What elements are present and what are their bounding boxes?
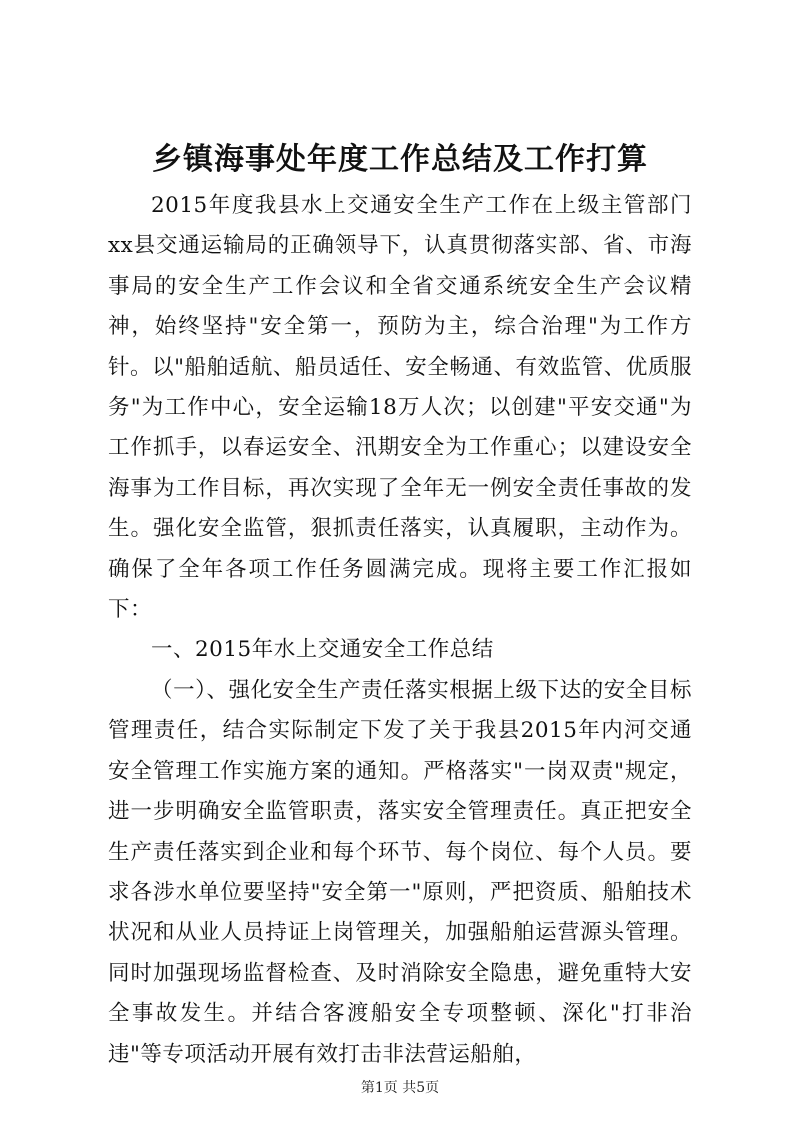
page-footer: 第1页 共5页 xyxy=(360,1080,440,1096)
paragraph-responsibility: （一）、强化安全生产责任落实根据上级下达的安全目标管理责任，结合实际制定下发了关于我县2015年内河交通安全管理工作实施方案的通知。严格落实"一岗双责"规定，进一步明确安全监管职责，落实安全管理责任。真正把安全生产责任落实到企业和每个环节、每个岗位、每个人员。要求各涉水单位要坚持"安全第一"原则，严把资质、船舶技术状况和从业人员持证上岗管理关，加强船舶运营源头管理。同时加强现场监督检查、及时消除安全隐患，避免重特大安全事故发生。并结合客渡船安全专项整顿、深化"打非治违"等专项活动开展有效打击非法营运船舶， xyxy=(108,677,692,1067)
paragraph-intro: 2015年度我县水上交通安全生产工作在上级主管部门xx县交通运输局的正确领导下，认真贯彻落实部、省、市海事局的安全生产工作会议和全省交通系统安全生产会议精神，始终坚持"安全第一，预防为主，综合治理"为工作方针。以"船舶适航、船员适任、安全畅通、有效监管、优质服务"为工作中心，安全运输18万人次；以创建"平安交通"为工作抓手，以春运安全、汛期安全为工作重心；以建设安全海事为工作目标，再次实现了全年无一例安全责任事故的发生。强化安全监管，狠抓责任落实，认真履职，主动作为。确保了全年各项工作任务圆满完成。现将主要工作汇报如下： xyxy=(108,193,692,623)
document-body xyxy=(108,186,692,1075)
section-heading: 一、2015年水上交通安全工作总结 xyxy=(151,637,494,663)
document-title: 乡镇海事处年度工作总结及工作打算 xyxy=(152,142,648,177)
